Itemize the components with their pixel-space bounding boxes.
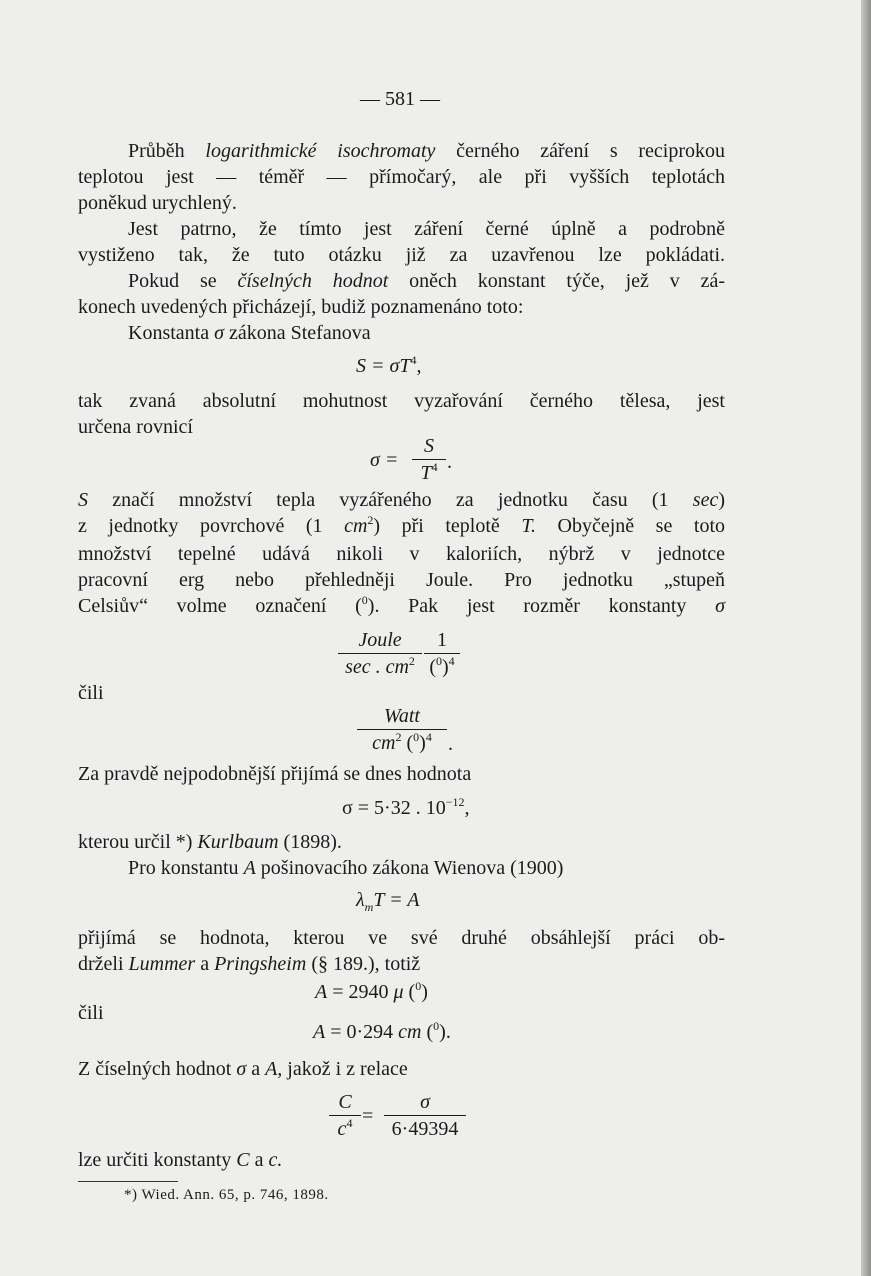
paragraph-line: tak zvaná absolutní mohutnost vyzařování černého tělesa, jest — [78, 390, 725, 412]
paragraph-line: poněkud urychlený. — [78, 192, 237, 214]
equation-relation-fraction-1: C $c^4$ — [329, 1092, 361, 1139]
footnote-rule — [78, 1181, 178, 1182]
equation-equals: = — [362, 1105, 374, 1127]
paragraph-line: Konstanta σ zákona Stefanova — [128, 322, 371, 344]
paragraph-line: množství tepelné udává nikoli v kaloriích, nýbrž v jednotce — [78, 543, 725, 565]
paragraph-line: lze určiti konstanty C a c. — [78, 1149, 283, 1171]
paragraph-line: S značí množství tepla vyzářeného za jednotku času (1 sec) — [78, 489, 725, 511]
equation-dimension-fraction-1: Joule sec . $cm^2$ — [338, 630, 422, 677]
equation-a-value-micron: A = 2940 μ ($^0$) — [315, 979, 428, 1003]
text-cili: čili — [78, 682, 104, 704]
equation-sigma-fraction: S $T^4$ — [412, 436, 446, 483]
equation-a-value-cm: A = 0·294 cm ($^0$). — [313, 1019, 451, 1043]
paragraph-line: z jednotky povrchové (1 $cm^2$) při teplotě T. Obyčejně se toto — [78, 513, 725, 537]
paragraph-line: Celsiův“ volme označení ($^0$). Pak jest rozměr konstanty σ — [78, 593, 725, 617]
page-number: — 581 — — [360, 88, 440, 110]
equation-period: . — [448, 733, 453, 755]
paragraph-line: Průběh logarithmické isochromaty černého záření s reciprokou — [128, 140, 725, 162]
paragraph-line: Za pravdě nejpodobnější přijímá se dnes hodnota — [78, 763, 472, 785]
footnote: *) Wied. Ann. 65, p. 746, 1898. — [124, 1187, 329, 1203]
equation-watt-fraction: Watt $cm^2$ $(^0)^4$ — [357, 706, 447, 753]
paragraph-line: kterou určil *) Kurlbaum (1898). — [78, 831, 342, 853]
equation-dimension-fraction-2: 1 $(^0)^4$ — [424, 630, 460, 677]
equation-sigma-value: σ = 5·32 . $10^{-12}$, — [342, 795, 470, 819]
paragraph-line: Pokud se číselných hodnot oněch konstant týče, jež v zá- — [128, 270, 726, 292]
equation-sigma-lhs: σ = — [370, 449, 399, 471]
paragraph-line: konech uvedených přicházejí, budiž poznamenáno toto: — [78, 296, 524, 318]
paragraph-line: teplotou jest — téměř — přímočarý, ale při vyšších teplotách — [78, 166, 725, 188]
equation-stefan: $S = \sigma T^4$, — [356, 353, 422, 377]
paragraph-line: Z číselných hodnot σ a A, jakož i z relace — [78, 1058, 408, 1080]
equation-relation-fraction-2: σ 6·49394 — [384, 1092, 466, 1139]
page-edge-shadow — [861, 0, 871, 1276]
equation-wien: $\lambda_mT = A$ — [356, 889, 420, 914]
text-cili: čili — [78, 1002, 104, 1024]
equation-period: . — [447, 451, 452, 473]
paragraph-line: vystiženo tak, že tuto otázku již za uzavřenou lze pokládati. — [78, 244, 725, 266]
paragraph-line: Jest patrno, že tímto jest záření černé úplně a podrobně — [128, 218, 725, 240]
paragraph-line: pracovní erg nebo přehledněji Joule. Pro jednotku „stupeň — [78, 569, 725, 591]
paragraph-line: drželi Lummer a Pringsheim (§ 189.), totiž — [78, 953, 421, 975]
paragraph-line: Pro konstantu A pošinovacího zákona Wienova (1900) — [128, 857, 564, 879]
paragraph-line: přijímá se hodnota, kterou ve své druhé obsáhlejší práci ob- — [78, 927, 725, 949]
paragraph-line: určena rovnicí — [78, 416, 193, 438]
